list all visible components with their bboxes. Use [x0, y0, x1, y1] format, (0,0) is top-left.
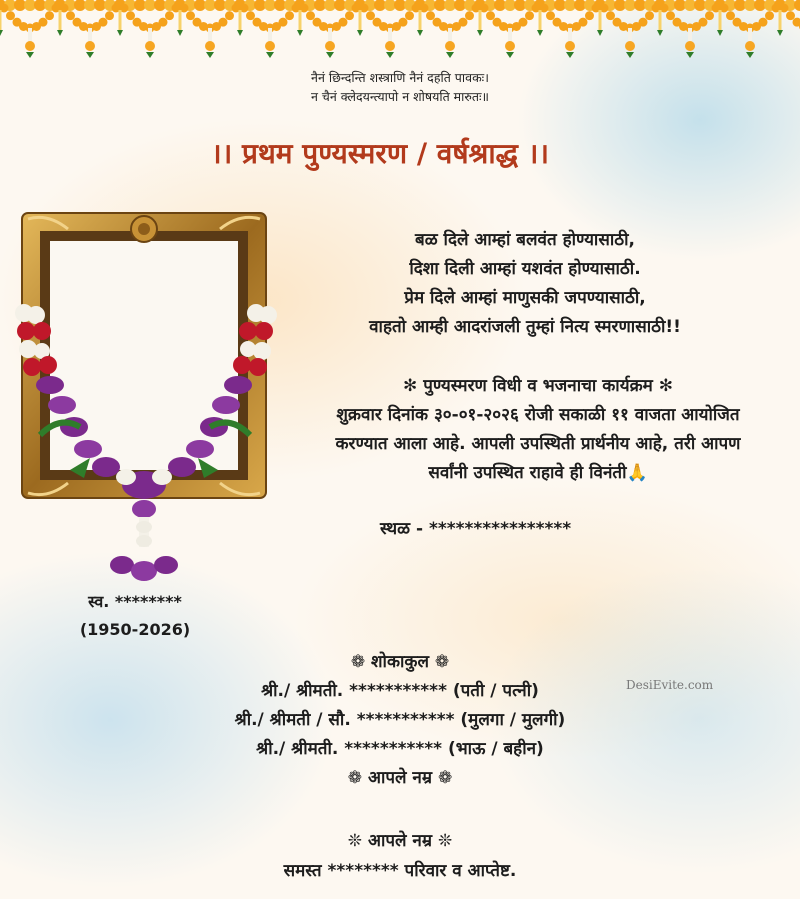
mango-leaf-icon — [26, 52, 34, 58]
mango-leaf-icon — [777, 30, 783, 36]
mango-leaf-icon — [297, 30, 303, 36]
strand-marigold — [265, 41, 275, 51]
venue-line: स्थळ - **************** — [380, 519, 572, 539]
mango-leaf-icon — [597, 30, 603, 36]
swag-flower — [699, 18, 708, 27]
program-details — [278, 372, 798, 488]
shloka-line-2: न चैनं क्लेदयन्त्यापो न शोषयति मारुतः॥ — [310, 89, 489, 104]
deceased-name: स्व. ******** — [88, 592, 182, 611]
mango-leaf-icon — [477, 30, 483, 36]
mango-leaf-icon — [237, 30, 243, 36]
grieving-line-3: श्री./ श्रीमती. *********** (भाऊ / बहीन) — [256, 739, 544, 759]
mango-leaf-icon — [417, 30, 423, 36]
swag-flower — [585, 11, 594, 20]
program-line-1: शुक्रवार दिनांक ३०-०१-२०२६ रोजी सकाळी ११ वाजता आयोजित — [336, 405, 740, 425]
swag-flower — [486, 11, 495, 20]
mango-leaf-icon — [566, 52, 574, 58]
closing-block — [0, 826, 800, 886]
poem-line-1: बळ दिले आम्हां बलवंत होण्यासाठी, — [415, 230, 635, 250]
mango-leaf-icon — [86, 52, 94, 58]
mango-leaf-icon — [206, 52, 214, 58]
mango-leaf-icon — [146, 52, 154, 58]
strand-marigold — [625, 41, 635, 51]
program-line-2: करण्यात आला आहे. आपली उपस्थिती प्रार्थनीय आहे, तरी आपण — [335, 434, 741, 454]
shloka-line-1: नैनं छिन्दन्ति शस्त्राणि नैनं दहति पावकः। — [311, 70, 489, 85]
poem-line-2: दिशा दिली आम्हां यशवंत होण्यासाठी. — [409, 259, 641, 279]
swag-flower — [705, 11, 714, 20]
swag-flower — [339, 18, 348, 27]
swag-flower — [66, 11, 75, 20]
tribute-poem — [300, 226, 750, 342]
swag-flower — [45, 11, 54, 20]
swag-flower — [726, 11, 735, 20]
mango-leaf-icon — [746, 52, 754, 58]
swag-flower — [426, 11, 435, 20]
swag-flower — [279, 18, 288, 27]
strand-marigold — [145, 41, 155, 51]
swag-flower — [465, 11, 474, 20]
program-line-3: सर्वांनी उपस्थित राहावे ही विनंती🙏 — [428, 463, 648, 483]
swag-flower — [525, 11, 534, 20]
swag-flower — [219, 18, 228, 27]
ornate-photo-frame-with-garland — [10, 205, 280, 590]
swag-flower — [39, 18, 48, 27]
sanskrit-shloka — [0, 68, 800, 106]
mango-leaf-icon — [506, 52, 514, 58]
mango-leaf-icon — [717, 30, 723, 36]
mango-leaf-icon — [686, 52, 694, 58]
program-heading: ✻ पुण्यस्मरण विधी व भजनाचा कार्यक्रम ✻ — [403, 376, 673, 396]
site-watermark: DesiEvite.com — [626, 678, 714, 692]
poem-line-3: प्रेम दिले आम्हां माणुसकी जपण्यासाठी, — [404, 288, 646, 308]
swag-flower — [186, 11, 195, 20]
mango-leaf-icon — [117, 30, 123, 36]
strand-marigold — [25, 41, 35, 51]
swag-flower — [246, 11, 255, 20]
mango-leaf-icon — [326, 52, 334, 58]
mango-leaf-icon — [266, 52, 274, 58]
swag-flower — [285, 11, 294, 20]
mango-leaf-icon — [386, 52, 394, 58]
page-title: ।। प्रथम पुण्यस्मरण / वर्षश्राद्ध ।। — [211, 137, 549, 170]
strand-marigold — [205, 41, 215, 51]
mango-leaf-icon — [0, 30, 3, 36]
grieving-line-1: श्री./ श्रीमती. *********** (पती / पत्नी) — [261, 681, 539, 701]
swag-flower — [225, 11, 234, 20]
grieving-line-2: श्री./ श्रीमती / सौ. *********** (मुलगा / मुलगी) — [234, 710, 566, 730]
swag-flower — [793, 18, 800, 27]
swag-flower — [165, 11, 174, 20]
closing-line: समस्त ******** परिवार व आप्तेष्ट. — [283, 861, 517, 881]
swag-flower — [159, 18, 168, 27]
strand-marigold — [685, 41, 695, 51]
mango-leaf-icon — [357, 30, 363, 36]
strand-marigold — [85, 41, 95, 51]
swag-flower — [645, 11, 654, 20]
swag-flower — [546, 11, 555, 20]
grieving-footer: ❁ आपले नम्र ❁ — [347, 768, 453, 788]
mango-leaf-icon — [657, 30, 663, 36]
swag-flower — [519, 18, 528, 27]
swag-flower — [366, 11, 375, 20]
mango-leaf-icon — [177, 30, 183, 36]
strand-marigold — [445, 41, 455, 51]
strand-marigold — [565, 41, 575, 51]
swag-flower — [345, 11, 354, 20]
strand-marigold — [505, 41, 515, 51]
mango-leaf-icon — [57, 30, 63, 36]
mango-leaf-icon — [626, 52, 634, 58]
strand-marigold — [745, 41, 755, 51]
swag-flower — [126, 11, 135, 20]
poem-line-4: वाहतो आम्ही आदरांजली तुम्हां नित्य स्मरणासाठी!! — [369, 317, 681, 337]
swag-flower — [459, 18, 468, 27]
swag-flower — [306, 11, 315, 20]
swag-flower — [606, 11, 615, 20]
swag-flower — [666, 11, 675, 20]
swag-flower — [786, 11, 795, 20]
swag-flower — [99, 18, 108, 27]
grieving-family-block — [0, 648, 800, 793]
strand-marigold — [385, 41, 395, 51]
mango-leaf-icon — [446, 52, 454, 58]
swag-flower — [639, 18, 648, 27]
closing-heading: ❊ आपले नम्र ❊ — [347, 831, 453, 851]
swag-flower — [6, 11, 15, 20]
marigold-toran-garland — [0, 0, 800, 60]
swag-flower — [765, 11, 774, 20]
swag-flower — [579, 18, 588, 27]
swag-flower — [399, 18, 408, 27]
mango-leaf-icon — [537, 30, 543, 36]
swag-flower — [759, 18, 768, 27]
grieving-heading: ❁ शोकाकुल ❁ — [350, 652, 450, 672]
strand-marigold — [325, 41, 335, 51]
deceased-years: (1950-2026) — [79, 620, 191, 639]
swag-flower — [405, 11, 414, 20]
swag-flower — [105, 11, 114, 20]
